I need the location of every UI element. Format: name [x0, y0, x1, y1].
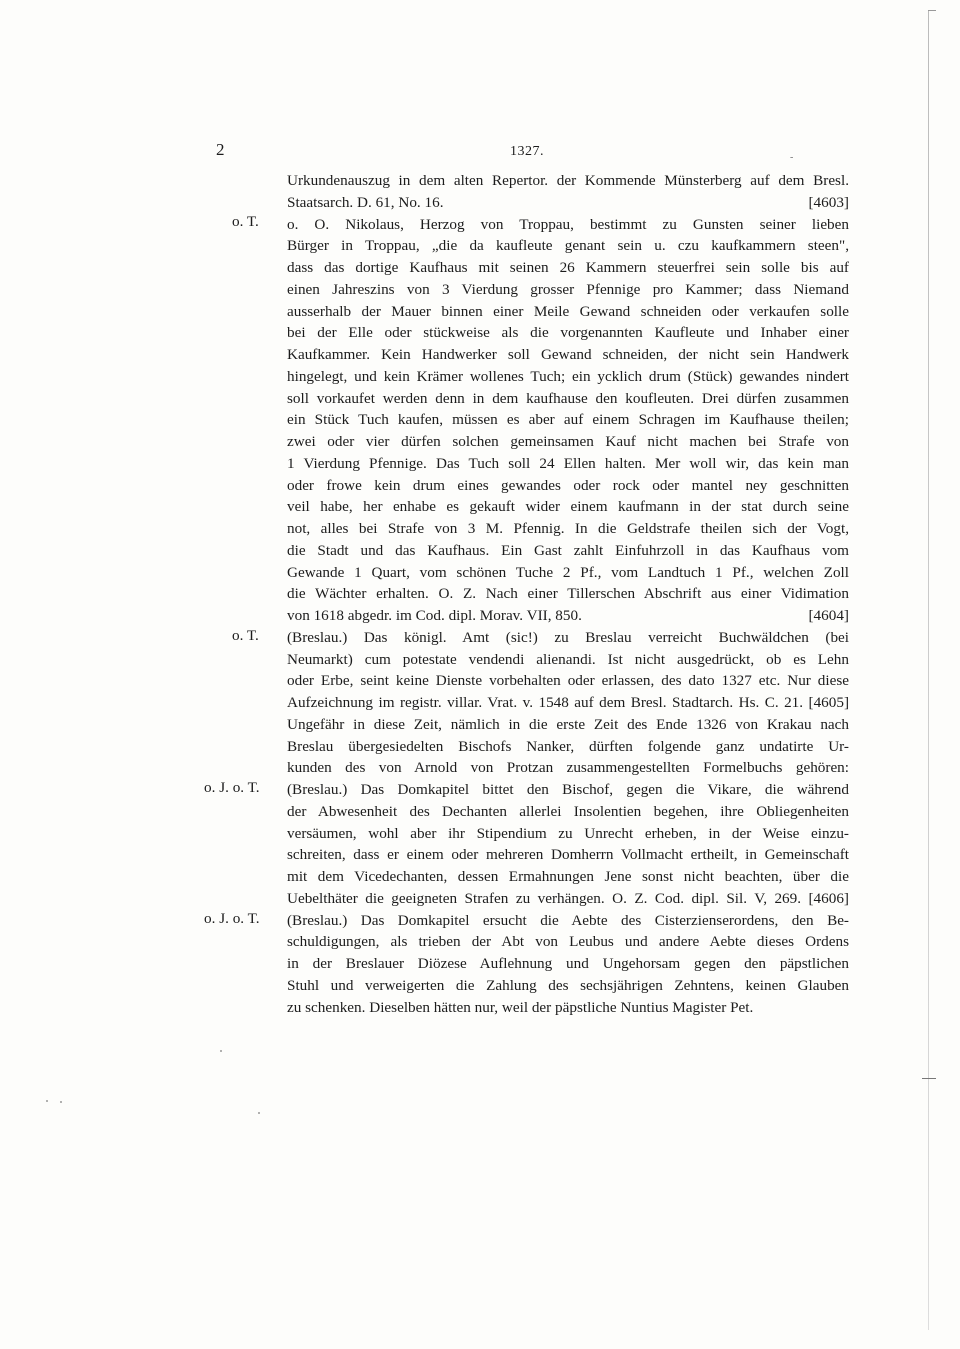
text-line: 1 Vierdung Pfennige. Das Tuch soll 24 Ellen halten. Mer woll wir, das kein man [287, 454, 849, 472]
text-line: soll vorkaufet werden denn in dem kaufhause den koufleuten. Drei dürfen zusammen [287, 389, 849, 407]
text-line: (Breslau.) Das Domkapitel bittet den Bischof, gegen die Vikare, die während [287, 781, 849, 798]
text-line: Neumarkt) cum potestate vendendi alienandi. Ist nicht ausgedrückt, ob es Lehn [287, 650, 849, 668]
text-line: oder Erbe, seint keine Dienste vorbehalten oder erlassen, des dato 1327 etc. Nur diese [287, 672, 849, 690]
text-line: mit dem Vicedechanten, dessen Ermahnungen Jene sonst nicht beachten, über die [287, 868, 849, 885]
text-line: ein Stück Tuch kaufen, müssen es aber auf einem Schragen im Kaufhause theilen; [287, 411, 849, 429]
text-line: dass das dortige Kaufhaus mit seinen 26 Kammern steuerfrei sein solle bis auf [287, 259, 849, 276]
margin-note-3: o. J. o. T. [204, 779, 260, 796]
text-line: kunden des von Arnold von Protzan zusammengestellten Formelbuchs gehören: [287, 759, 849, 777]
text-line: in der Breslauer Diözese Auflehnung und Ungehorsam gegen den päpstlichen [287, 955, 849, 972]
text-line: die Stadt und das Kaufhaus. Ein Gast zahlt Einfuhrzoll in das Kaufhaus vom [287, 541, 849, 559]
text-line: der Abwesenheit des Dechanten allerlei Insolentien begehen, ihre Obliegenheiten [287, 802, 849, 820]
main-text-column: Urkundenauszug in dem alten Repertor. der Kommende Münsterberg auf dem Bresl. Staatsarch. D. 61, No. 16. [4603] o. O. Nikolaus, Herzog von Troppau, bestimmt zu Gunsten seiner lieben Bürger in Troppau, „die da kaufleute genant sein u. czu kaufkammern steen", dass das dortige Kaufhaus mit seinen 26 Kammern steuerfrei sein solle bis auf einen Jahreszins von 3 Vierdung grosser Pfennige pro Kammer; dass Niemand ausserhalb der Mauer binnen einer Meile Gewand schneiden oder verkaufen solle bei der Elle oder stückweise als die vorgenannten Kaufleute und Inhaber einer Kaufkammer. Kein Handwerker soll Gewand schneiden, der nicht sein Handwerk hingelegt, und kein Krämer wollenes Tuch; ein ycklich drum (Stück) gewandes nindert soll vorkaufet werden denn in dem kaufhause den koufleuten. Drei dürfen zusammen ein Stück Tuch kaufen, müssen es aber auf einem Schragen im Kaufhause theilen; zwei oder vier dürfen solchen gemeinsamen Kauf nicht machen bei Strafe von 1 Vierdung Pfennige. Das Tuch soll 24 Ellen halten. Mer woll wir, das kein man oder frowe kein drum eines gewandes oder rock oder mantel ney geschnitten veil habe, her enhabe es gekauft wider einem kaufmann in der stat durch seine not, alles bei Strafe von 3 M. Pfennig. In die Geldstrafe theilen sich der Vogt, die Stadt und das Kaufhaus. Ein Gast zahlt Einfuhrzoll in das Kaufhaus vom Gewande 1 Quart, vom schönen Tuche 2 Pf., vom Landtuch 1 Pf., welchen Zoll die Wächter erhalten. O. Z. Nach einer Tillerschen Abschrift aus einer Vidimation von 1618 abgedr. im Cod. dipl. Morav. VII, 850. [4604] (Breslau.) Das königl. Amt (sic!) zu Breslau verreicht Buchwäldchen (bei Neumarkt) cum potestate vendendi alienandi. Ist nicht ausgedrückt, ob es Lehn oder Erbe, seint keine Dienste vorbehalten oder erlassen, des dato 1327 etc. Nur diese Aufzeichnung im registr. villar. Vrat. v. 1548 auf dem Bresl. Stadtarch. Hs. C. 21. [4605] Ungefähr in diese Zeit, nämlich in die erste Zeit des Ende 1326 von Krakau nach Breslau übergesiedelten Bischofs Nanker, dürften folgende ganz undatirte Ur- kunden des von Arnold von Protzan zusammengestellten Formelbuchs gehören: (Breslau.) Das Domkapitel bittet den Bischof, gegen die Vikare, die während der Abwesenheit des Dechanten allerlei Insolentien begehen, ihre Obliegenheiten versäumen, wohl aber ihr Stipendium zu Unrecht erheben, in der Weise einzu- schreiten, dass er einem oder mehreren Domherrn Vollmacht ertheilt, in Gemeinschaft mit dem Vicedechanten, dessen Ermahnungen Jene sonst nicht beachten, über die Uebelthäter die geeigneten Strafen zu verhängen. O. Z. Cod. dipl. Sil. V, 269. [4606] (Breslau.) Das Domkapitel ersucht die Aebte des Cisterzienserordens, den Be- schuldigungen, als trieben der Abt von Leubus und andere Aebte dieses Ordens in der Breslauer Diözese Auflehnung und Ungehorsam gegen den päpstlichen Stuhl und verweigerten die Zahlung des sechsjährigen Zehntens, keinen Glauben zu schenken. Dieselben hätten nur, weil der päpstliche Nuntius Magister Pet. [287, 170, 849, 1018]
entry-number: [4603] [808, 193, 849, 211]
text-line: zwei oder vier dürfen solchen gemeinsamen Kauf nicht machen bei Strafe von [287, 433, 849, 450]
page-edge-tick [928, 10, 936, 11]
speck [60, 1101, 62, 1103]
text-line: zu schenken. Dieselben hätten nur, weil der päpstliche Nuntius Magister Pet. [287, 998, 754, 1016]
running-head-year: 1327. [510, 144, 544, 159]
text-line: schuldigungen, als trieben der Abt von Leubus und andere Aebte dieses Ordens [287, 933, 849, 951]
speck [220, 1050, 222, 1052]
stray-mark: - [790, 152, 794, 163]
page-edge-foot [922, 1078, 936, 1079]
text-line: not, alles bei Strafe von 3 M. Pfennig. In die Geldstrafe theilen sich der Vogt, [287, 520, 849, 537]
page-edge-rule [928, 10, 929, 1330]
margin-note-4: o. J. o. T. [204, 910, 260, 927]
text-line: bei der Elle oder stückweise als die vorgenannten Kaufleute und Inhaber einer [287, 324, 849, 342]
text-line: Breslau übergesiedelten Bischofs Nanker, dürften folgende ganz undatirte Ur- [287, 737, 849, 755]
margin-note-2: o. T. [232, 627, 259, 644]
speck [258, 1112, 260, 1114]
text-line: (Breslau.) Das königl. Amt (sic!) zu Breslau verreicht Buchwäldchen (bei [287, 628, 849, 646]
text-line: o. O. Nikolaus, Herzog von Troppau, bestimmt zu Gunsten seiner lieben [287, 215, 849, 233]
margin-note-1: o. T. [232, 213, 259, 230]
text-line: Uebelthäter die geeigneten Strafen zu verhängen. O. Z. Cod. dipl. Sil. V, 269. [4606] [287, 889, 849, 907]
text-line: die Wächter erhalten. O. Z. Nach einer Tillerschen Abschrift aus einer Vidimation [287, 585, 849, 603]
text-line: ausserhalb der Mauer binnen einer Meile Gewand schneiden oder verkaufen solle [287, 302, 849, 320]
text-line: Urkundenauszug in dem alten Repertor. der Kommende Münsterberg auf dem Bresl. [287, 172, 849, 189]
entry-number: [4604] [808, 607, 849, 624]
text-line: veil habe, her enhabe es gekauft wider einem kaufmann in der stat durch seine [287, 498, 849, 516]
text-line: einen Jahreszins von 3 Vierdung grosser Pfennige pro Kammer; dass Niemand [287, 280, 849, 298]
text-line: hingelegt, und kein Krämer wollenes Tuch; ein ycklich drum (Stück) gewandes nindert [287, 367, 849, 385]
text-line: (Breslau.) Das Domkapitel ersucht die Aebte des Cisterzienserordens, den Be- [287, 911, 849, 929]
text-line: Stuhl und verweigerten die Zahlung des sechsjährigen Zehntens, keinen Glauben [287, 976, 849, 994]
text-line: schreiten, dass er einem oder mehreren Domherrn Vollmacht ertheilt, in Gemeinschaft [287, 846, 849, 864]
text-line: oder frowe kein drum eines gewandes oder rock oder mantel ney geschnitten [287, 476, 849, 494]
text-line: Gewande 1 Quart, vom schönen Tuche 2 Pf., vom Landtuch 1 Pf., welchen Zoll [287, 563, 849, 581]
text-line: versäumen, wohl aber ihr Stipendium zu Unrecht erheben, in der Weise einzu- [287, 824, 849, 842]
page-number: 2 [216, 140, 225, 159]
speck [46, 1100, 48, 1102]
text-line: Kaufkammer. Kein Handwerker soll Gewand schneiden, der nicht sein Handwerk [287, 346, 849, 363]
text-line: Bürger in Troppau, „die da kaufleute genant sein u. czu kaufkammern steen", [287, 237, 849, 255]
text-line: Aufzeichnung im registr. villar. Vrat. v. 1548 auf dem Bresl. Stadtarch. Hs. C. 21. [4605] [287, 694, 849, 711]
text-line: Ungefähr in diese Zeit, nämlich in die erste Zeit des Ende 1326 von Krakau nach [287, 715, 849, 733]
